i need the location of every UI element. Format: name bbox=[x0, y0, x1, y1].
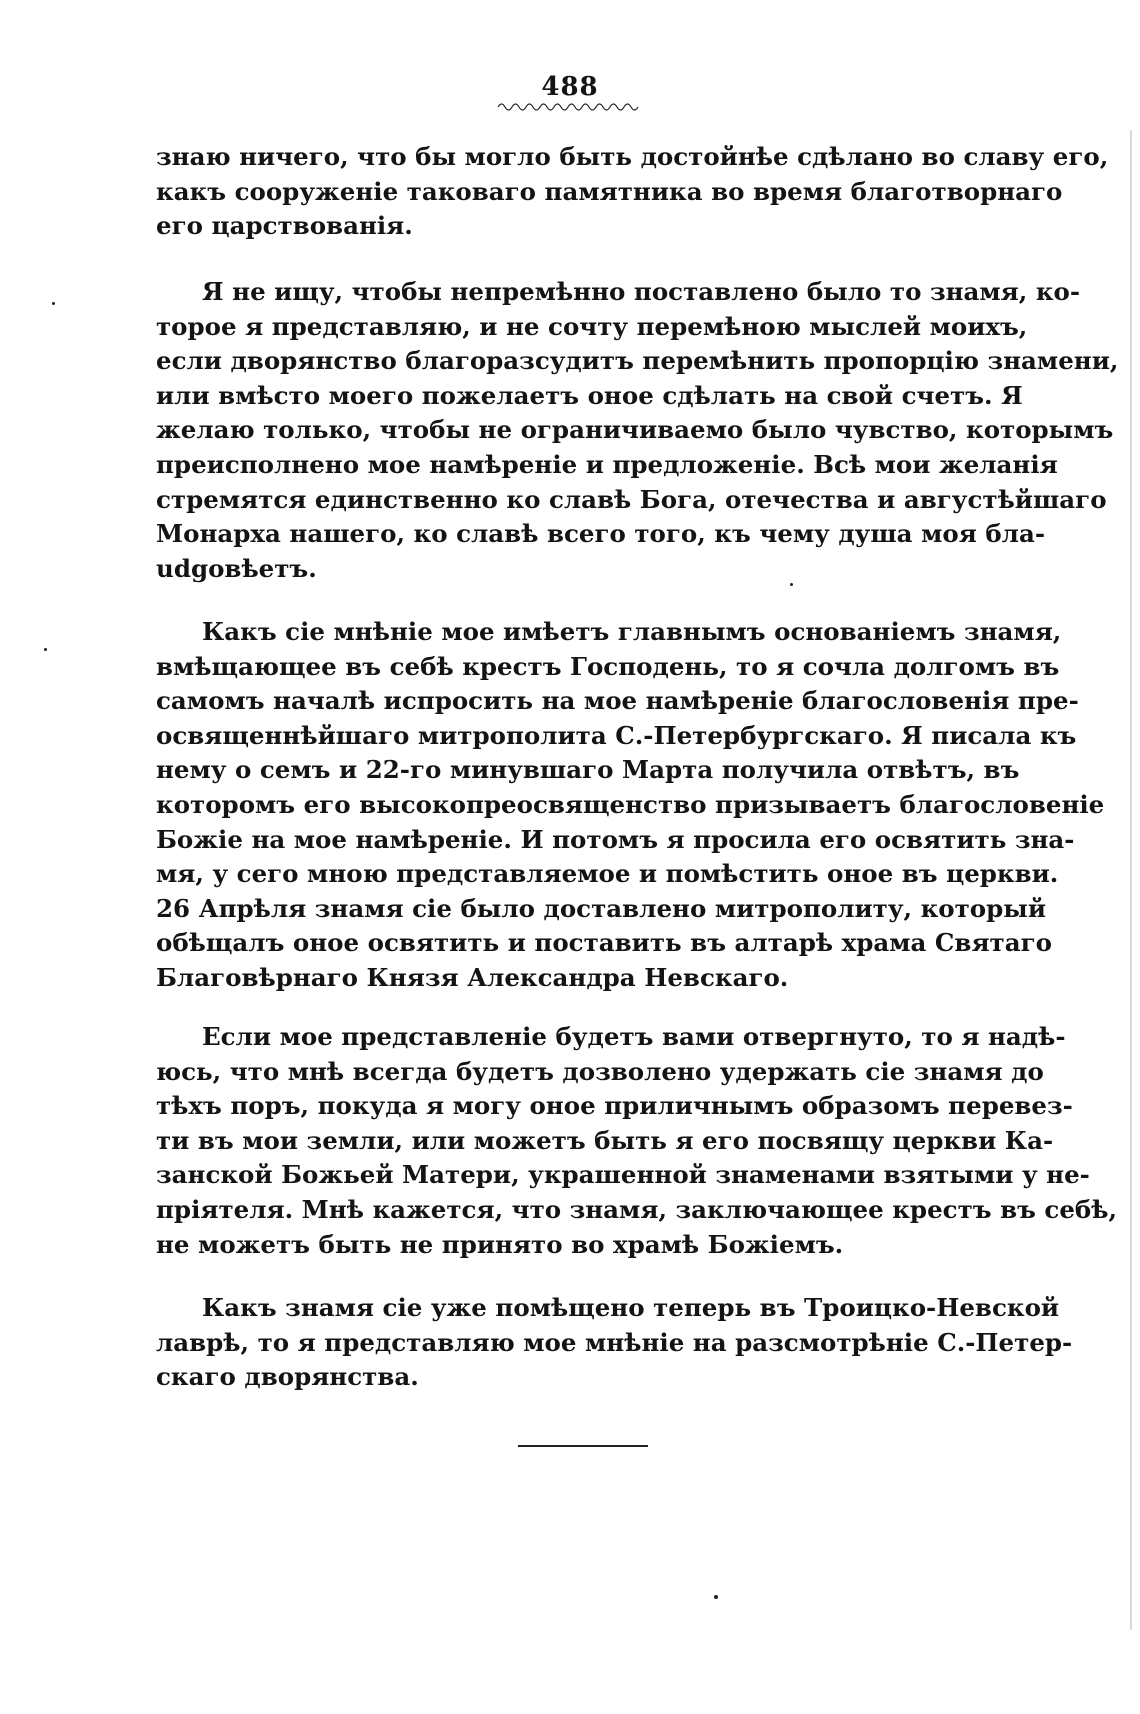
text-line: пріятеля. Мнѣ кажется, что знамя, заключающее крестъ въ себѣ, bbox=[156, 1194, 1118, 1224]
scan-speck bbox=[790, 583, 793, 586]
paragraph bbox=[156, 1291, 1073, 1395]
text-line: нему о семъ и 22-го минувшаго Марта получила отвѣтъ, въ bbox=[156, 755, 1020, 785]
text-line: какъ сооруженіе таковаго памятника во время благотворнаго bbox=[156, 176, 1063, 206]
text-line: освященнѣйшаго митрополита С.-Петербургскаго. Я писала къ bbox=[156, 720, 1077, 750]
text-line: Какъ сіе мнѣніе мое имѣетъ главнымъ основаніемъ знамя, bbox=[202, 617, 1062, 646]
text-line: или вмѣсто моего пожелаетъ оное сдѣлать на свой счетъ. Я bbox=[156, 380, 1023, 410]
text-line: лаврѣ, то я представляю мое мнѣніе на разсмотрѣніе С.-Петер- bbox=[156, 1327, 1073, 1357]
text-line: знаю ничего, что бы могло быть достойнѣе сдѣлано во славу его, bbox=[156, 142, 1109, 171]
closing-rule bbox=[518, 1445, 648, 1447]
text-line: мя, у сего мною представляемое и помѣстить оное въ церкви. bbox=[156, 859, 1059, 889]
text-line: udgoвѣетъ. bbox=[156, 553, 317, 583]
wavy-rule-ornament bbox=[498, 100, 640, 114]
scan-edge bbox=[1130, 130, 1132, 1630]
text-line: преисполнено мое намѣреніе и предложеніе. Всѣ мои желанія bbox=[156, 449, 1058, 479]
page-number: 488 bbox=[541, 72, 599, 102]
paragraph-continuation bbox=[156, 140, 1109, 244]
paragraph bbox=[156, 275, 1119, 586]
text-line: Монарха нашего, ко славѣ всего того, къ чему душа моя бла- bbox=[156, 519, 1045, 549]
text-line: Какъ знамя сіе уже помѣщено теперь въ Троицко-Невской bbox=[202, 1293, 1060, 1322]
text-line: вмѣщающее въ себѣ крестъ Господень, то я сочла долгомъ въ bbox=[156, 651, 1060, 681]
text-line: его царствованія. bbox=[156, 211, 413, 241]
scan-speck bbox=[44, 648, 47, 651]
text-line: если дворянство благоразсудитъ перемѣнить пропорцію знамени, bbox=[156, 346, 1119, 376]
paragraph bbox=[156, 615, 1105, 996]
text-line: желаю только, чтобы не ограничиваемо было чувство, которымъ bbox=[156, 415, 1114, 445]
scan-speck bbox=[52, 302, 55, 305]
text-line: тѣхъ поръ, покуда я могу оное приличнымъ образомъ перевез- bbox=[156, 1091, 1073, 1121]
text-line: торое я представляю, и не сочту перемѣною мыслей моихъ, bbox=[156, 311, 1028, 341]
text-line: Божіе на мое намѣреніе. И потомъ я просила его освятить зна- bbox=[156, 824, 1075, 854]
text-line: занской Божьей Матери, украшенной знаменами взятыми у не- bbox=[156, 1160, 1090, 1190]
text-line: стремятся единственно ко славѣ Бога, отечества и августѣйшаго bbox=[156, 484, 1107, 514]
text-line: 26 Апрѣля знамя сіе было доставлено митрополиту, который bbox=[156, 893, 1047, 923]
text-line: Я не ищу, чтобы непремѣнно поставлено было то знамя, ко- bbox=[202, 277, 1081, 306]
text-line: которомъ его высокопреосвященство призываетъ благословеніе bbox=[156, 789, 1105, 819]
text-line: юсь, что мнѣ всегда будетъ дозволено удержать сіе знамя до bbox=[156, 1056, 1044, 1086]
text-line: Если мое представленіе будетъ вами отвергнуто, то я надѣ- bbox=[202, 1022, 1066, 1051]
scan-speck bbox=[714, 1595, 718, 1599]
text-line: не можетъ быть не принято во храмѣ Божіемъ. bbox=[156, 1229, 844, 1259]
paragraph bbox=[156, 1020, 1118, 1262]
text-line: Благовѣрнаго Князя Александра Невскаго. bbox=[156, 962, 789, 992]
text-line: самомъ началѣ испросить на мое намѣреніе благословенія пре- bbox=[156, 686, 1079, 716]
text-line: обѣщалъ оное освятить и поставить въ алтарѣ храма Святаго bbox=[156, 928, 1052, 958]
text-line: скаго дворянства. bbox=[156, 1362, 419, 1392]
text-line: ти въ мои земли, или можетъ быть я его посвящу церкви Ка- bbox=[156, 1125, 1054, 1155]
